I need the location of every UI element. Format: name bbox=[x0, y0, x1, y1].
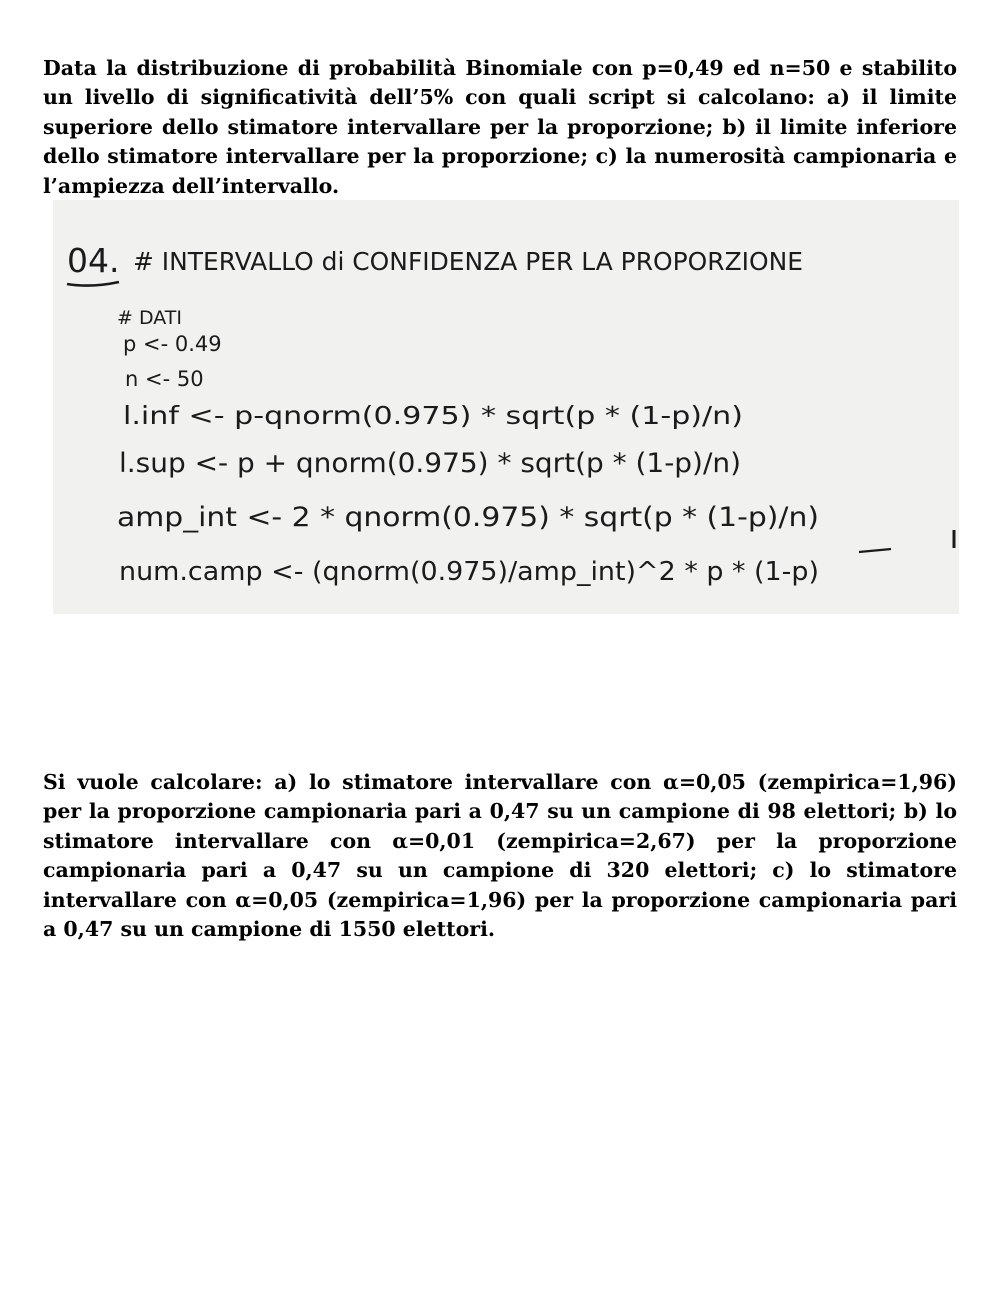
handwritten-line-lsup: l.sup <- p + qnorm(0.975) * sqrt(p * (1-p)/n) bbox=[119, 448, 741, 479]
handwritten-scan bbox=[53, 200, 959, 614]
question-2-paragraph: Si vuole calcolare: a) lo stimatore intervallare con α=0,05 (zempirica=1,96) per la proporzione campionaria pari a 0,47 su un campione di 98 elettori; b) lo stimatore intervallare con α=0,01 (zempirica=2,67) per la proporzione campionaria pari a 0,47 su un campione di 320 elettori; c) lo stimatore intervallare con α=0,05 (zempirica=1,96) per la proporzione campionaria pari a 0,47 su un campione di 1550 elettori. bbox=[43, 770, 957, 942]
handwritten-line-linf: l.inf <- p-qnorm(0.975) * sqrt(p * (1-p)/n) bbox=[123, 401, 743, 430]
exercise-number: 04. bbox=[67, 241, 120, 280]
handwritten-line-ampint: amp_int <- 2 * qnorm(0.975) * sqrt(p * (1-p)/n) bbox=[117, 502, 820, 533]
handwritten-heading: # INTERVALLO di CONFIDENZA PER LA PROPORZIONE bbox=[133, 247, 803, 276]
exercise-number-underline bbox=[67, 282, 119, 286]
handwritten-line-p: p <- 0.49 bbox=[123, 332, 222, 356]
handwritten-line-dati: # DATI bbox=[117, 307, 182, 329]
question-1-paragraph: Data la distribuzione di probabilità Binomiale con p=0,49 ed n=50 e stabilito un livello di significatività dell’5% con quali script si calcolano: a) il limite superiore dello stimatore intervallare per la proporzione; b) il limite inferiore dello stimatore intervallare per la proporzione; c) la numerosità campionaria e l’ampiezza dell’intervallo. bbox=[43, 56, 957, 198]
handwritten-line-n: n <- 50 bbox=[125, 367, 204, 391]
stray-dash-mark bbox=[859, 549, 891, 552]
handwritten-notes-svg bbox=[53, 200, 959, 614]
handwritten-line-numcamp: num.camp <- (qnorm(0.975)/amp_int)^2 * p * (1-p) bbox=[119, 557, 819, 587]
